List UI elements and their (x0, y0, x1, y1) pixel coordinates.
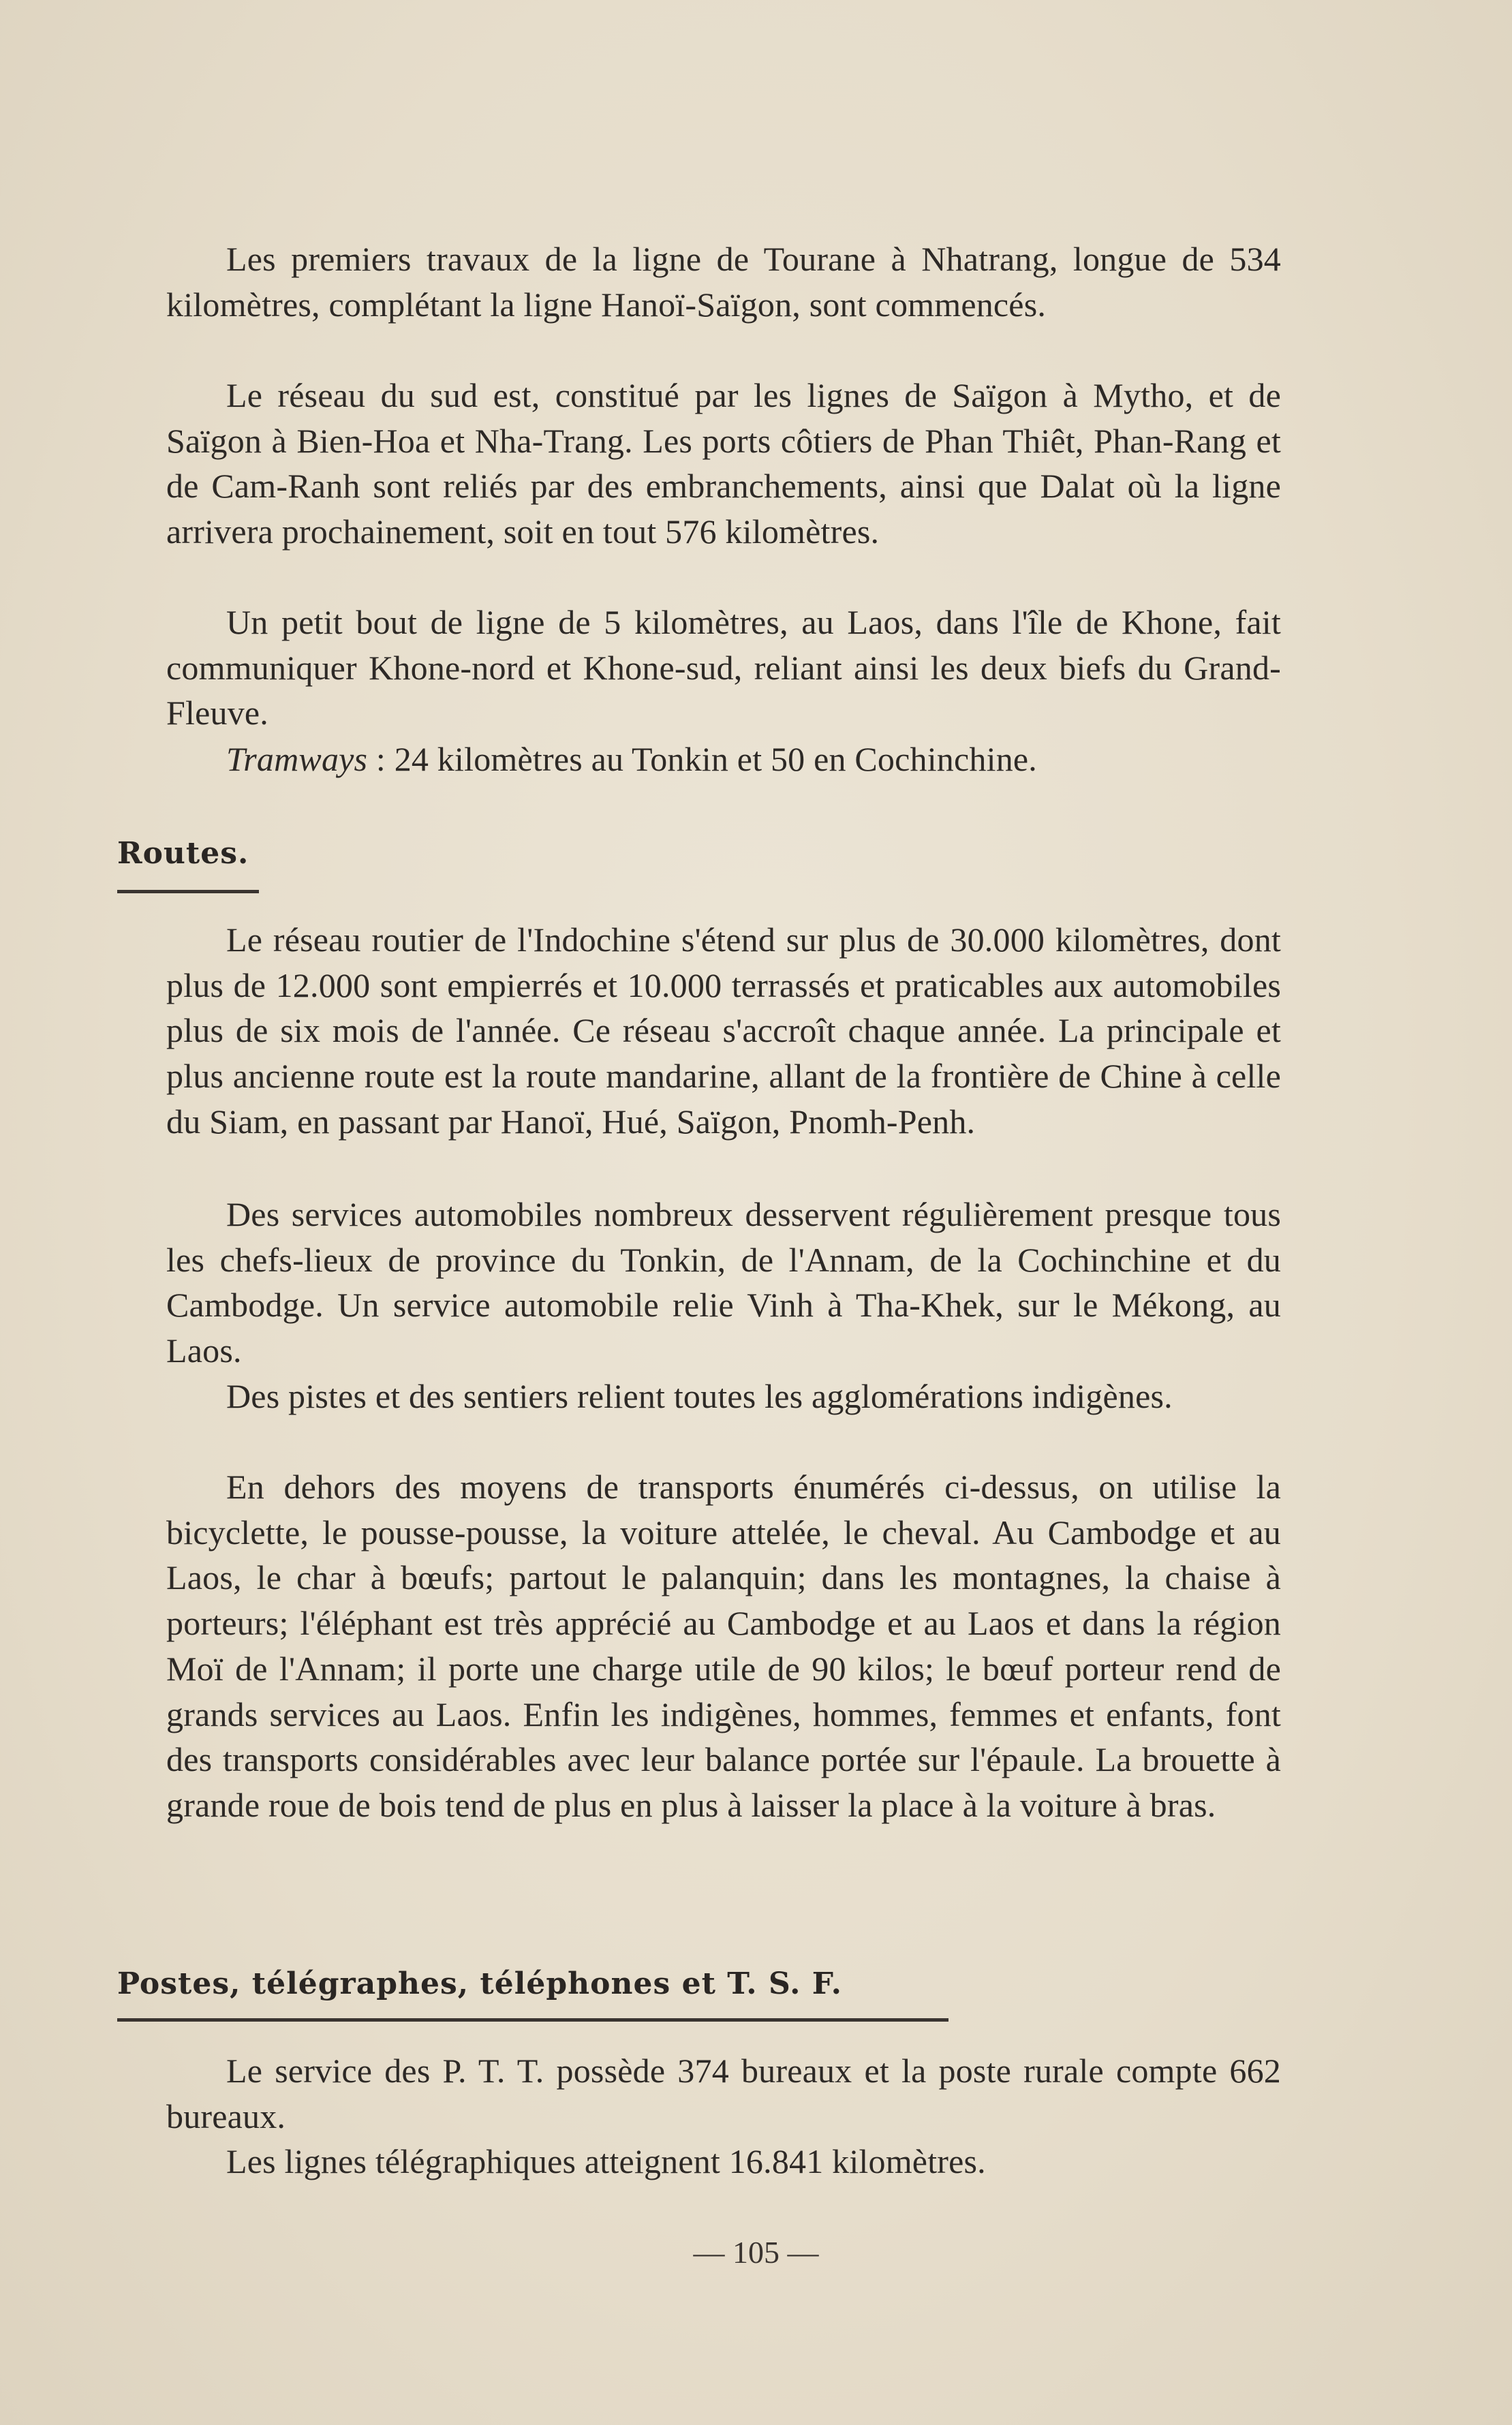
paragraph-telegraph-lines: Les lignes télégraphiques atteignent 16.841 kilomètres. (226, 2142, 986, 2180)
paragraph-other-transport: En dehors des moyens de transports énumérés ci-dessus, on utilise la bicyclette, le pousse-pousse, la voiture attelée, le cheval. Au Cambodge et au Laos, le char à bœufs; partout le palanquin; dans les montagnes, la chaise à porteurs; l'éléphant est très apprécié au Cambodge et au Laos et dans la région Moï de l'Annam; il porte une charge utile de 90 kilos; le bœuf porteur rend de grands services au Laos. Enfin les indigènes, hommes, femmes et enfants, font des transports considérables avec leur balance portée sur l'épaule. La brouette à grande roue de bois tend de plus en plus à laisser la place à la voiture à bras. (166, 1468, 1281, 1824)
paragraph-road-network: Le réseau routier de l'Indochine s'étend sur plus de 30.000 kilomètres, dont plus de 12.000 sont empierrés et 10.000 terrassés et praticables aux automobiles plus de six mois de l'année. Ce réseau s'accroît chaque année. La principale et plus ancienne route est la route mandarine, allant de la frontière de Chine à celle du Siam, en passant par Hanoï, Hué, Saïgon, Pnomh-Penh. (166, 921, 1281, 1141)
paragraph-tramways (166, 737, 1281, 782)
tramways-label: Tramways (226, 740, 368, 778)
paragraph-laos-line: Un petit bout de ligne de 5 kilomètres, au Laos, dans l'île de Khone, fait communiquer Khone-nord et Khone-sud, reliant ainsi les deux biefs du Grand-Fleuve. (166, 603, 1281, 732)
ptt-heading: Postes, télégraphes, téléphones et T. S. F. (117, 1966, 842, 2001)
paragraph-tracks: Des pistes et des sentiers relient toutes les agglomérations indigènes. (226, 1377, 1173, 1415)
tramways-text: : 24 kilomètres au Tonkin et 50 en Cochinchine. (367, 740, 1037, 778)
routes-heading: Routes. (117, 836, 249, 871)
ptt-heading-rule (117, 2018, 948, 2022)
paragraph-tourane-line: Les premiers travaux de la ligne de Tourane à Nhatrang, longue de 534 kilomètres, complétant la ligne Hanoï-Saïgon, sont commencés. (166, 240, 1281, 324)
paragraph-south-network: Le réseau du sud est, constitué par les lignes de Saïgon à Mytho, et de Saïgon à Bien-Hoa et Nha-Trang. Les ports côtiers de Phan Thiêt, Phan-Rang et de Cam-Ranh sont reliés par des embranchements, ainsi que Dalat où la ligne arrivera prochainement, soit en tout 576 kilomètres. (166, 376, 1281, 551)
page-number: — 105 — (693, 2235, 819, 2270)
routes-heading-rule (117, 890, 259, 893)
paragraph-ptt-offices: Le service des P. T. T. possède 374 bureaux et la poste rurale compte 662 bureaux. (166, 2052, 1281, 2135)
paragraph-auto-services: Des services automobiles nombreux desservent régulièrement presque tous les chefs-lieux de province du Tonkin, de l'Annam, de la Cochinchine et du Cambodge. Un service automobile relie Vinh à Tha-Khek, sur le Mékong, au Laos. (166, 1195, 1281, 1370)
